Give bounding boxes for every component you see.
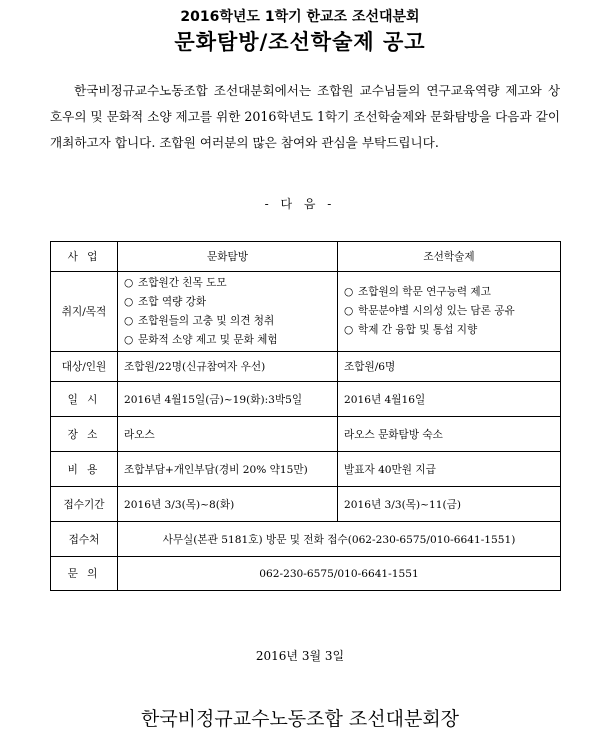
purpose-symposium — [338, 272, 561, 352]
bullet-circle-icon: ○ — [344, 305, 354, 317]
table-row-place — [51, 417, 561, 452]
office-value: 사무실(본관 5181호) 방문 및 전화 접수(062-230-6575/010-6641-1551) — [118, 522, 561, 557]
table-row-office — [51, 522, 561, 557]
cost-symposium: 발표자 40만원 지급 — [338, 452, 561, 487]
list-item — [124, 293, 331, 312]
bullet-circle-icon: ○ — [124, 276, 134, 289]
table-row-cost — [51, 452, 561, 487]
list-item — [344, 283, 554, 302]
notice-subtitle: 2016학년도 1학기 한교조 조선대분회 — [180, 9, 420, 25]
table-row-contact — [51, 557, 561, 591]
header-col-culture-tour: 문화탐방 — [118, 242, 338, 272]
notice-title: 문화탐방/조선학술제 공고 — [174, 30, 426, 54]
bullet-circle-icon: ○ — [344, 324, 354, 336]
period-symposium: 2016년 3/3(목)~11(금) — [338, 487, 561, 522]
bullet-circle-icon: ○ — [344, 286, 354, 298]
period-culture-tour: 2016년 3/3(목)~8(화) — [118, 487, 338, 522]
header-label: 사 업 — [51, 242, 118, 272]
table-row-purpose — [51, 272, 561, 352]
bullet-circle-icon: ○ — [124, 333, 134, 346]
schedule-symposium: 2016년 4월16일 — [338, 382, 561, 417]
list-item — [124, 331, 331, 350]
bullet-circle-icon: ○ — [124, 314, 134, 327]
list-item-text: 조합원들의 고충 및 의견 청취 — [138, 314, 275, 327]
list-item-text: 조합 역량 강화 — [138, 295, 207, 308]
row-label-period: 접수기간 — [51, 487, 118, 522]
target-symposium: 조합원/6명 — [338, 352, 561, 382]
list-item-text: 문화적 소양 제고 및 문화 체험 — [138, 333, 278, 346]
cost-culture-tour: 조합부담+개인부담(경비 20% 약15만) — [118, 452, 338, 487]
organization-signature: 한국비정규교수노동조합 조선대분회장 — [140, 708, 460, 730]
schedule-culture-tour: 2016년 4월15일(금)~19(화):3박5일 — [118, 382, 338, 417]
header-col-symposium: 조선학술제 — [338, 242, 561, 272]
list-item-text: 학문분야별 시의성 있는 담론 공유 — [358, 305, 515, 317]
table-row-target — [51, 352, 561, 382]
purpose-culture-tour — [118, 272, 338, 352]
row-label-place: 장 소 — [51, 417, 118, 452]
event-info-table — [50, 241, 561, 591]
list-item — [124, 312, 331, 331]
place-symposium: 라오스 문화탐방 숙소 — [338, 417, 561, 452]
notice-date: 2016년 3월 3일 — [255, 649, 345, 663]
row-label-target: 대상/인원 — [51, 352, 118, 382]
place-culture-tour: 라오스 — [118, 417, 338, 452]
list-item — [344, 321, 554, 340]
contact-value: 062-230-6575/010-6641-1551 — [118, 557, 561, 591]
row-label-schedule: 일 시 — [51, 382, 118, 417]
target-culture-tour: 조합원/22명(신규참여자 우선) — [118, 352, 338, 382]
bullet-circle-icon: ○ — [124, 295, 134, 308]
list-item-text: 조합원의 학문 연구능력 제고 — [358, 286, 491, 298]
intro-paragraph: 한국비정규교수노동조합 조선대분회에서는 조합원 교수님들의 연구교육역량 제고와 상호우의 및 문화적 소양 제고를 위한 2016학년도 1학기 조선학술제와 문화탐방을 다음과 같이 개최하고자 합니다. 조합원 여러분의 많은 참여와 관심을 부탁드립니다. — [50, 83, 560, 150]
row-label-office: 접수처 — [51, 522, 118, 557]
table-row-period — [51, 487, 561, 522]
row-label-contact: 문 의 — [51, 557, 118, 591]
list-item — [344, 302, 554, 321]
list-item-text: 조합원간 친목 도모 — [138, 276, 227, 289]
list-item — [124, 274, 331, 293]
row-label-purpose: 취지/목적 — [51, 272, 118, 352]
table-row-schedule — [51, 382, 561, 417]
list-item-text: 학제 간 융합 및 통섭 지향 — [358, 324, 478, 336]
table-header-row — [51, 242, 561, 272]
row-label-cost: 비 용 — [51, 452, 118, 487]
section-marker: - 다 음 - — [264, 197, 336, 211]
